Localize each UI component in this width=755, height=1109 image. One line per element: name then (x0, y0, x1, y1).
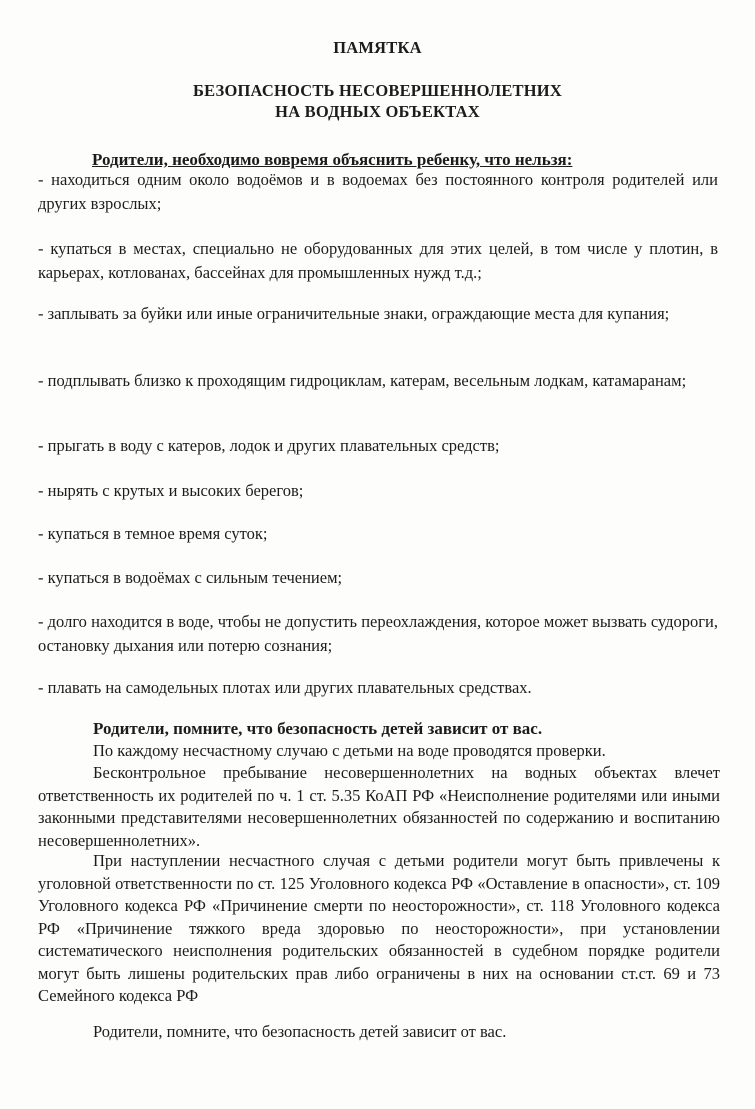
warning-heading: Родители, помните, что безопасность детей зависит от вас. (93, 719, 543, 738)
list-item: - купаться в темное время суток; (38, 524, 268, 543)
paragraph-checks: По каждому несчастному случаю с детьми на воде проводятся проверки. (93, 741, 606, 760)
document-heading: ПАМЯТКА (333, 38, 422, 57)
list-item: - прыгать в воду с катеров, лодок и других плавательных средств; (38, 436, 500, 455)
closing-line: Родители, помните, что безопасность детей зависит от вас. (93, 1022, 507, 1041)
intro-heading: Родители, необходимо вовремя объяснить ребенку, что нельзя: (92, 150, 573, 169)
list-item: - нырять с крутых и высоких берегов; (38, 481, 304, 500)
paragraph-criminal: При наступлении несчастного случая с детьми родители могут быть привлечены к уголовной ответственности по ст. 125 Уголовного кодекса РФ «Оставление в опасности», ст. 109 Уголовного кодекса РФ «Причинение смерти по неосторожности», ст. 118 Уголовного кодекса РФ «Причинение тяжкого вреда здоровью по неосторожности», при установлении систематического неисполнения родительских обязанностей в судебном порядке родители могут быть лишены родительских прав либо ограничены в них на основании ст.ст. 69 и 73 Семейного кодекса РФ (38, 851, 720, 1005)
list-item: - подплывать близко к проходящим гидроциклам, катерам, весельным лодкам, катамаранам; (38, 371, 687, 390)
document-title-line-1: БЕЗОПАСНОСТЬ НЕСОВЕРШЕННОЛЕТНИХ (193, 81, 562, 100)
document-title-line-2: НА ВОДНЫХ ОБЪЕКТАХ (275, 102, 480, 121)
list-item: - заплывать за буйки или иные ограничительные знаки, ограждающие места для купания; (38, 304, 670, 323)
list-item: - купаться в местах, специально не оборудованных для этих целей, в том числе у плотин, в карьерах, котлованах, бассейнах для промышленных нужд т.д.; (38, 239, 718, 282)
list-item: - долго находится в воде, чтобы не допустить переохлаждения, которое может вызвать судороги, остановку дыхания или потерю сознания; (38, 612, 718, 655)
list-item: - купаться в водоёмах с сильным течением; (38, 568, 343, 587)
list-item: - плавать на самодельных плотах или других плавательных средствах. (38, 678, 532, 697)
paragraph-liability: Бесконтрольное пребывание несовершеннолетних на водных объектах влечет ответственность их родителей по ч. 1 ст. 5.35 КоАП РФ «Неисполнение родителями или иными законными представителями несовершеннолетних обязанностей по содержанию и воспитанию несовершеннолетних». (38, 763, 720, 850)
list-item: - находиться одним около водоёмов и в водоемах без постоянного контроля родителей или других взрослых; (38, 170, 718, 213)
